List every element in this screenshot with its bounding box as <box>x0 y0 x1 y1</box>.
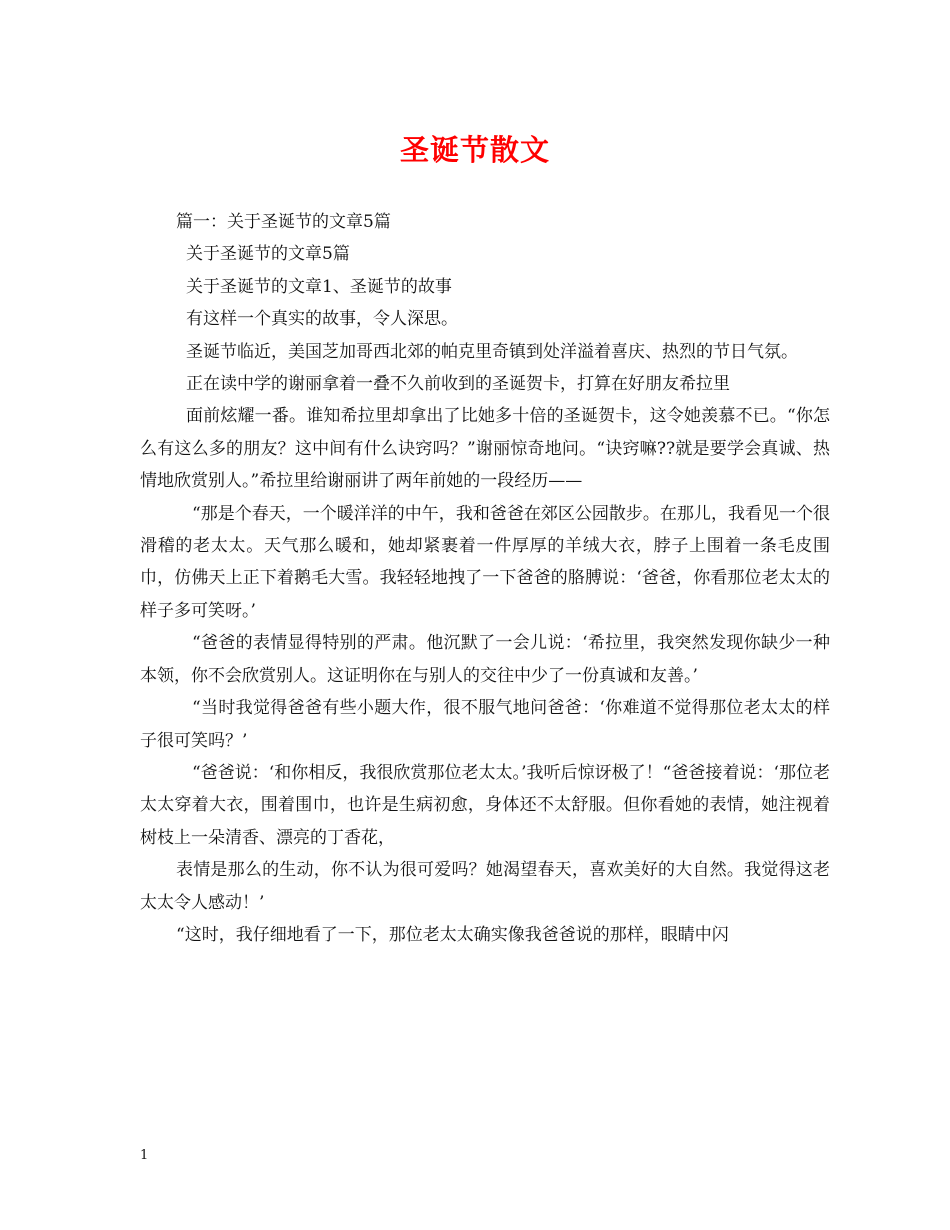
paragraph: “爸爸的表情显得特别的严肃。他沉默了一会儿说：‘希拉里，我突然发现你缺少一种本领，你不会欣赏别人。这证明你在与别人的交往中少了一份真诚和友善。’ <box>140 633 830 686</box>
paragraph: “这时，我仔细地看了一下，那位老太太确实像我爸爸说的那样，眼睛中闪 <box>176 924 729 945</box>
paragraph: “爸爸说：‘和你相反，我很欣赏那位老太太。’我听后惊讶极了！“爸爸接着说：‘那位老太太穿着大衣，围着围巾，也许是生病初愈，身体还不太舒服。但你看她的表情，她注视着树枝上一朵清香、漂亮的丁香花， <box>140 762 830 848</box>
paragraph: 面前炫耀一番。谁知希拉里却拿出了比她多十倍的圣诞贺卡，这令她羡慕不已。“你怎么有这么多的朋友？这中间有什么诀窍吗？”谢丽惊奇地问。“诀窍嘛??就是要学会真诚、热情地欣赏别人。”希拉里给谢丽讲了两年前她的一段经历—— <box>140 406 830 492</box>
paragraph-subheading: 关于圣诞节的文章5篇 <box>186 244 350 265</box>
paragraph: 正在读中学的谢丽拿着一叠不久前收到的圣诞贺卡，打算在好朋友希拉里 <box>186 374 730 395</box>
paragraph-story-heading: 关于圣诞节的文章1、圣诞节的故事 <box>186 276 452 297</box>
paragraph: 圣诞节临近，美国芝加哥西北郊的帕克里奇镇到处洋溢着喜庆、热烈的节日气氛。 <box>186 341 798 362</box>
paragraph: “那是个春天，一个暖洋洋的中午，我和爸爸在郊区公园散步。在那儿，我看见一个很滑稽的老太太。天气那么暖和，她却紧裹着一件厚厚的羊绒大衣，脖子上围着一条毛皮围巾，仿佛天上正下着鹅毛大雪。我轻轻地拽了一下爸爸的胳膊说：‘爸爸，你看那位老太太的样子多可笑呀。’ <box>140 503 830 621</box>
document-body <box>140 206 830 951</box>
paragraph-section-heading: 篇一：关于圣诞节的文章5篇 <box>176 212 391 232</box>
paragraph: 表情是那么的生动，你不认为很可爱吗？她渴望春天，喜欢美好的大自然。我觉得这老太太令人感动！’ <box>140 860 830 913</box>
document-title: 圣诞节散文 <box>399 133 550 167</box>
paragraph: “当时我觉得爸爸有些小题大作，很不服气地问爸爸：‘你难道不觉得那位老太太的样子很可笑吗？’ <box>140 698 830 751</box>
paragraph: 有这样一个真实的故事，令人深思。 <box>186 309 458 330</box>
page-number: 1 <box>140 1148 149 1163</box>
